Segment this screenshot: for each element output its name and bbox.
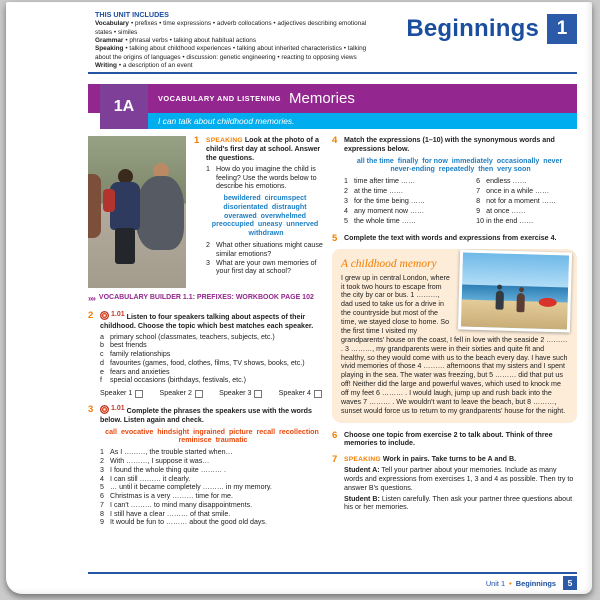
reading-text: I grew up in central London, where it took two hours to escape from the city by car or bus. 1 ………, dad used to take us for a drive in the countryside but most of the time, we stayed close to home. So the first time I visited my grandparents' house on the coast, I fell in love with the seaside 2 ……… . 3 ………, my grandparents were in their sixties and quite fit and healthy, so they would come with us to the beach every day. I have such vivid memories of those 4 ……… afternoons that my sisters and I spent playing in the sea. The water was freezing, but 5 ……… did that put us off! Neither did the large and powerful waves, which used to knock me off my feet 6 ……… . I would laugh, jump up and rush back into the waves 7 ……… . We wouldn't want to leave the beach, but 8 ………, sunset would force us to return to my grandparents' house for the night. [341, 273, 568, 415]
item-number: 4 [344, 206, 348, 215]
exercise-6 [332, 431, 577, 451]
left-column [88, 136, 326, 534]
question-number: 3 [206, 258, 210, 267]
option-item [100, 376, 326, 385]
photo-figure [88, 174, 101, 238]
item-number: 1 [100, 448, 104, 457]
student-b-label: Student B: [344, 494, 380, 503]
footer-bullet: • [509, 578, 512, 588]
option-text: favourites (games, food, clothes, films, TV shows, books, etc.) [110, 358, 305, 367]
gap-sentence [100, 466, 326, 475]
option-item [100, 333, 326, 342]
exercise-number: 2 [88, 310, 94, 321]
answer-box [254, 390, 262, 398]
item-number: 7 [100, 500, 104, 509]
unit-header [336, 14, 577, 44]
exercise-7 [332, 455, 577, 512]
item-text: at once …… [486, 206, 526, 215]
exercise-number: 3 [88, 404, 94, 416]
option-letter: c [100, 350, 104, 359]
includes-text: • prefixes • time expressions • adverb collocations • adjectives describing emotional states • similes [95, 20, 367, 36]
student-a-text: Tell your partner about your memories. Include as many words and expressions from exercises 1, 3 and 4 as possible. Then try to answer B's questions. [344, 466, 574, 492]
instruction-text: Look at the photo of a child's first day at school. Answer the questions. [206, 136, 321, 162]
item-number: 8 [100, 509, 104, 518]
exercise-number: 5 [332, 232, 338, 244]
page-footer [88, 576, 577, 590]
audio-track-number: 1.01 [111, 311, 125, 319]
gap-sentence [100, 518, 326, 527]
vocabulary-builder-text: VOCABULARY BUILDER 1.1: PREFIXES: WORKBOOK PAGE 102 [98, 294, 314, 301]
exercise-body [100, 311, 326, 398]
gap-sentence [100, 483, 326, 492]
match-item [344, 197, 472, 207]
option-text: special occasions (birthdays, festivals, etc.) [110, 376, 247, 385]
footer-unit-name: Beginnings [515, 578, 556, 588]
childhood-memory-reading-box [332, 249, 577, 423]
speaking-tag: SPEAKING [206, 137, 243, 144]
gap-sentence [100, 492, 326, 501]
speaking-tag: SPEAKING [344, 456, 381, 464]
match-item [476, 177, 581, 187]
instruction-text: Complete the text with words and expressions from exercise 4. [344, 233, 557, 242]
item-text: With ………, I suppose it was… [110, 456, 210, 465]
question-text: What other situations might cause similar emotions? [216, 240, 323, 258]
matching-grid [344, 177, 577, 227]
exercise-instructions [100, 405, 326, 425]
speaker-answer [160, 389, 203, 398]
exercise-4 [332, 136, 577, 227]
instruction-text: Match the expressions (1–10) with the synonymous words and expressions below. [344, 136, 555, 153]
question-text: How do you imagine the child is feeling? Use the words below to describe his emotions. [216, 164, 317, 191]
question-number: 2 [206, 240, 210, 249]
option-letter: d [100, 358, 104, 367]
match-item [344, 187, 472, 197]
item-text: the whole time …… [354, 216, 416, 225]
audio-disc-icon [100, 405, 109, 414]
option-item [100, 341, 326, 350]
item-number: 5 [344, 216, 348, 225]
match-item [476, 187, 581, 197]
exercise-number: 6 [332, 429, 338, 441]
unit-includes-title: THIS UNIT INCLUDES [95, 10, 169, 19]
question-item [206, 165, 326, 191]
item-text: for the time being …… [354, 196, 425, 205]
item-text: … until it became completely ……… in my memory. [110, 483, 272, 492]
exercise-body [100, 405, 326, 527]
gap-sentence [100, 448, 326, 457]
item-text: once in a while …… [486, 187, 550, 196]
exercise-5 [332, 234, 577, 245]
includes-line-speaking [95, 45, 367, 62]
item-number: 8 [476, 196, 481, 205]
item-text: time after time …… [354, 177, 416, 186]
item-text: not for a moment …… [486, 196, 556, 205]
includes-line-vocabulary [95, 20, 367, 37]
photo-figure [517, 292, 526, 311]
option-text: primary school (classmates, teachers, subjects, etc.) [110, 332, 275, 341]
photo-figure [495, 290, 504, 309]
includes-label: Writing [95, 62, 117, 69]
exercise-1 [194, 136, 326, 288]
item-text: endless …… [486, 177, 527, 186]
speaker-answer-row [100, 389, 326, 398]
option-letter: b [100, 341, 104, 350]
exercise-instructions [344, 431, 577, 449]
match-item [476, 217, 581, 227]
item-number: 9 [100, 518, 104, 527]
vocabulary-builder-note [88, 294, 326, 304]
match-item [476, 207, 581, 217]
textbook-page [6, 2, 592, 594]
question-item [206, 259, 326, 277]
includes-line-grammar [95, 37, 367, 45]
gap-sentence [100, 510, 326, 519]
exercise-body [344, 136, 577, 227]
item-text: I can still ……… it clearly. [110, 474, 191, 483]
option-text: best friends [110, 341, 147, 350]
wordpool-memory-verbs: call evocative hindsight ingrained picture recall recollection reminisce traumatic [105, 427, 321, 445]
lesson-title: Memories [289, 90, 355, 107]
student-a-instructions [344, 466, 577, 492]
gap-sentence [100, 475, 326, 484]
photo-figure [136, 176, 184, 250]
exercise-instructions [344, 455, 577, 464]
item-text: any moment now …… [354, 206, 425, 215]
item-number: 2 [100, 456, 104, 465]
instruction-text: Listen to four speakers talking about aspects of their childhood. Choose the topic which best matches each speaker. [100, 313, 314, 330]
answer-box [195, 390, 203, 398]
question-text: What are your own memories of your first day at school? [216, 258, 317, 276]
unit-number-badge: 1 [547, 14, 577, 44]
item-number: 3 [344, 196, 348, 205]
matching-column-left [344, 177, 472, 227]
student-b-instructions [344, 495, 577, 513]
item-number: 3 [100, 465, 104, 474]
match-item [344, 207, 472, 217]
item-text: I found the whole thing quite ……… . [110, 465, 226, 474]
student-a-label: Student A: [344, 466, 380, 475]
match-item [344, 177, 472, 187]
exercise-body [344, 234, 577, 245]
item-number: 7 [476, 187, 481, 196]
exercise-instructions [100, 311, 326, 331]
speaker-answer [100, 389, 143, 398]
item-text: at the time …… [354, 187, 404, 196]
audio-track-ref [100, 405, 125, 414]
lesson-strand: VOCABULARY AND LISTENING [158, 94, 281, 103]
option-letter: f [100, 376, 102, 385]
item-number: 4 [100, 474, 104, 483]
includes-line-writing [95, 62, 367, 70]
speaker-label: Speaker 1 [100, 389, 133, 398]
includes-text: • talking about childhood experiences • talking about inherited characteristics • talking about the origins of languages • discussion: genetic engineering • reacting to opposing views [95, 45, 367, 61]
footer-unit-label: Unit 1 [485, 578, 506, 588]
option-text: fears and anxieties [110, 367, 170, 376]
item-number: 1 [344, 177, 348, 186]
header-divider [88, 72, 577, 74]
match-item [344, 217, 472, 227]
speaker-label: Speaker 4 [278, 389, 311, 398]
page-number-badge: 5 [563, 576, 577, 590]
wordpool-emotions: bewildered circumspect disorientated distraught overawed overwhelmed preoccupied uneasy unnerved withdrawn [211, 194, 321, 238]
question-item [206, 241, 326, 259]
item-number: 5 [100, 483, 104, 492]
item-number: 9 [476, 206, 481, 215]
exercise-body [344, 455, 577, 512]
first-day-at-school-photo [88, 136, 186, 288]
speaker-label: Speaker 2 [159, 389, 192, 398]
option-letter: a [100, 332, 104, 341]
gap-sentence [100, 501, 326, 510]
right-column [332, 136, 577, 519]
instruction-text: Complete the phrases the speakers use with the words below. Listen again and check. [100, 407, 312, 424]
speaker-label: Speaker 3 [219, 389, 252, 398]
footer-divider [88, 572, 577, 574]
includes-label: Vocabulary [95, 20, 129, 28]
item-text: Christmas is a very ……… time for me. [110, 492, 233, 501]
matching-column-right [476, 177, 581, 227]
exercise-body [344, 431, 577, 451]
unit-title: Beginnings [406, 15, 539, 42]
instruction-text: Choose one topic from exercise 2 to talk about. Think of three memories to include. [344, 430, 553, 448]
option-item [100, 350, 326, 359]
item-number: 2 [344, 187, 348, 196]
audio-track-number: 1.01 [111, 405, 125, 413]
exercise-instructions [206, 136, 326, 163]
unit-includes [95, 10, 367, 70]
student-b-text: Listen carefully. Then ask your partner three questions about his or her memories. [344, 494, 573, 512]
beach-photo [458, 249, 572, 332]
item-number: 10 [476, 216, 485, 225]
exercise-instructions [344, 136, 577, 154]
option-letter: e [100, 367, 104, 376]
option-item [100, 368, 326, 377]
includes-label: Speaking [95, 45, 124, 53]
item-text: in the end …… [486, 216, 534, 225]
photo-figure [115, 228, 135, 264]
lesson-code-badge: 1A [100, 84, 148, 129]
reading-title: A childhood memory [341, 257, 437, 270]
exercise-body [206, 136, 326, 288]
option-item [100, 359, 326, 368]
audio-track-ref [100, 311, 125, 320]
photo-backpack [103, 189, 115, 212]
item-text: I can't ……… to mind many disappointments. [110, 500, 253, 509]
gap-sentence [100, 457, 326, 466]
speaker-answer [279, 389, 322, 398]
includes-text: • phrasal verbs • talking about habitual actions [125, 37, 257, 45]
exercise-number: 1 [194, 135, 200, 146]
photo-sky [462, 252, 569, 288]
exercise-number: 7 [332, 454, 338, 466]
item-text: It would be fun to ……… about the good old days. [110, 518, 267, 527]
exercise-2 [88, 311, 326, 398]
photo-and-exercise1-row [88, 136, 326, 288]
speaker-answer [219, 389, 262, 398]
item-number: 6 [476, 177, 481, 186]
instruction-text: Work in pairs. Take turns to be A and B. [382, 455, 517, 464]
exercise-instructions [344, 234, 577, 243]
question-number: 1 [206, 164, 210, 173]
lesson-banner [88, 84, 577, 113]
answer-box [314, 390, 322, 398]
item-text: I still have a clear ……… of that smile. [110, 509, 231, 518]
answer-box [135, 390, 143, 398]
wordpool-time-expressions: all the time finally for now immediately occasionally never never-ending repeatedly then very soon [356, 156, 565, 174]
can-do-statement: I can talk about childhood memories. [148, 113, 577, 129]
option-text: family relationships [110, 350, 171, 359]
exercise-3 [88, 405, 326, 527]
chevrons-icon: »» [88, 294, 95, 303]
item-number: 6 [100, 492, 104, 501]
includes-text: • a description of an event [118, 62, 193, 69]
match-item [476, 197, 581, 207]
audio-disc-icon [100, 311, 109, 320]
item-text: As I ………, the trouble started when… [110, 448, 233, 457]
includes-label: Grammar [95, 37, 124, 45]
exercise-number: 4 [332, 135, 338, 146]
